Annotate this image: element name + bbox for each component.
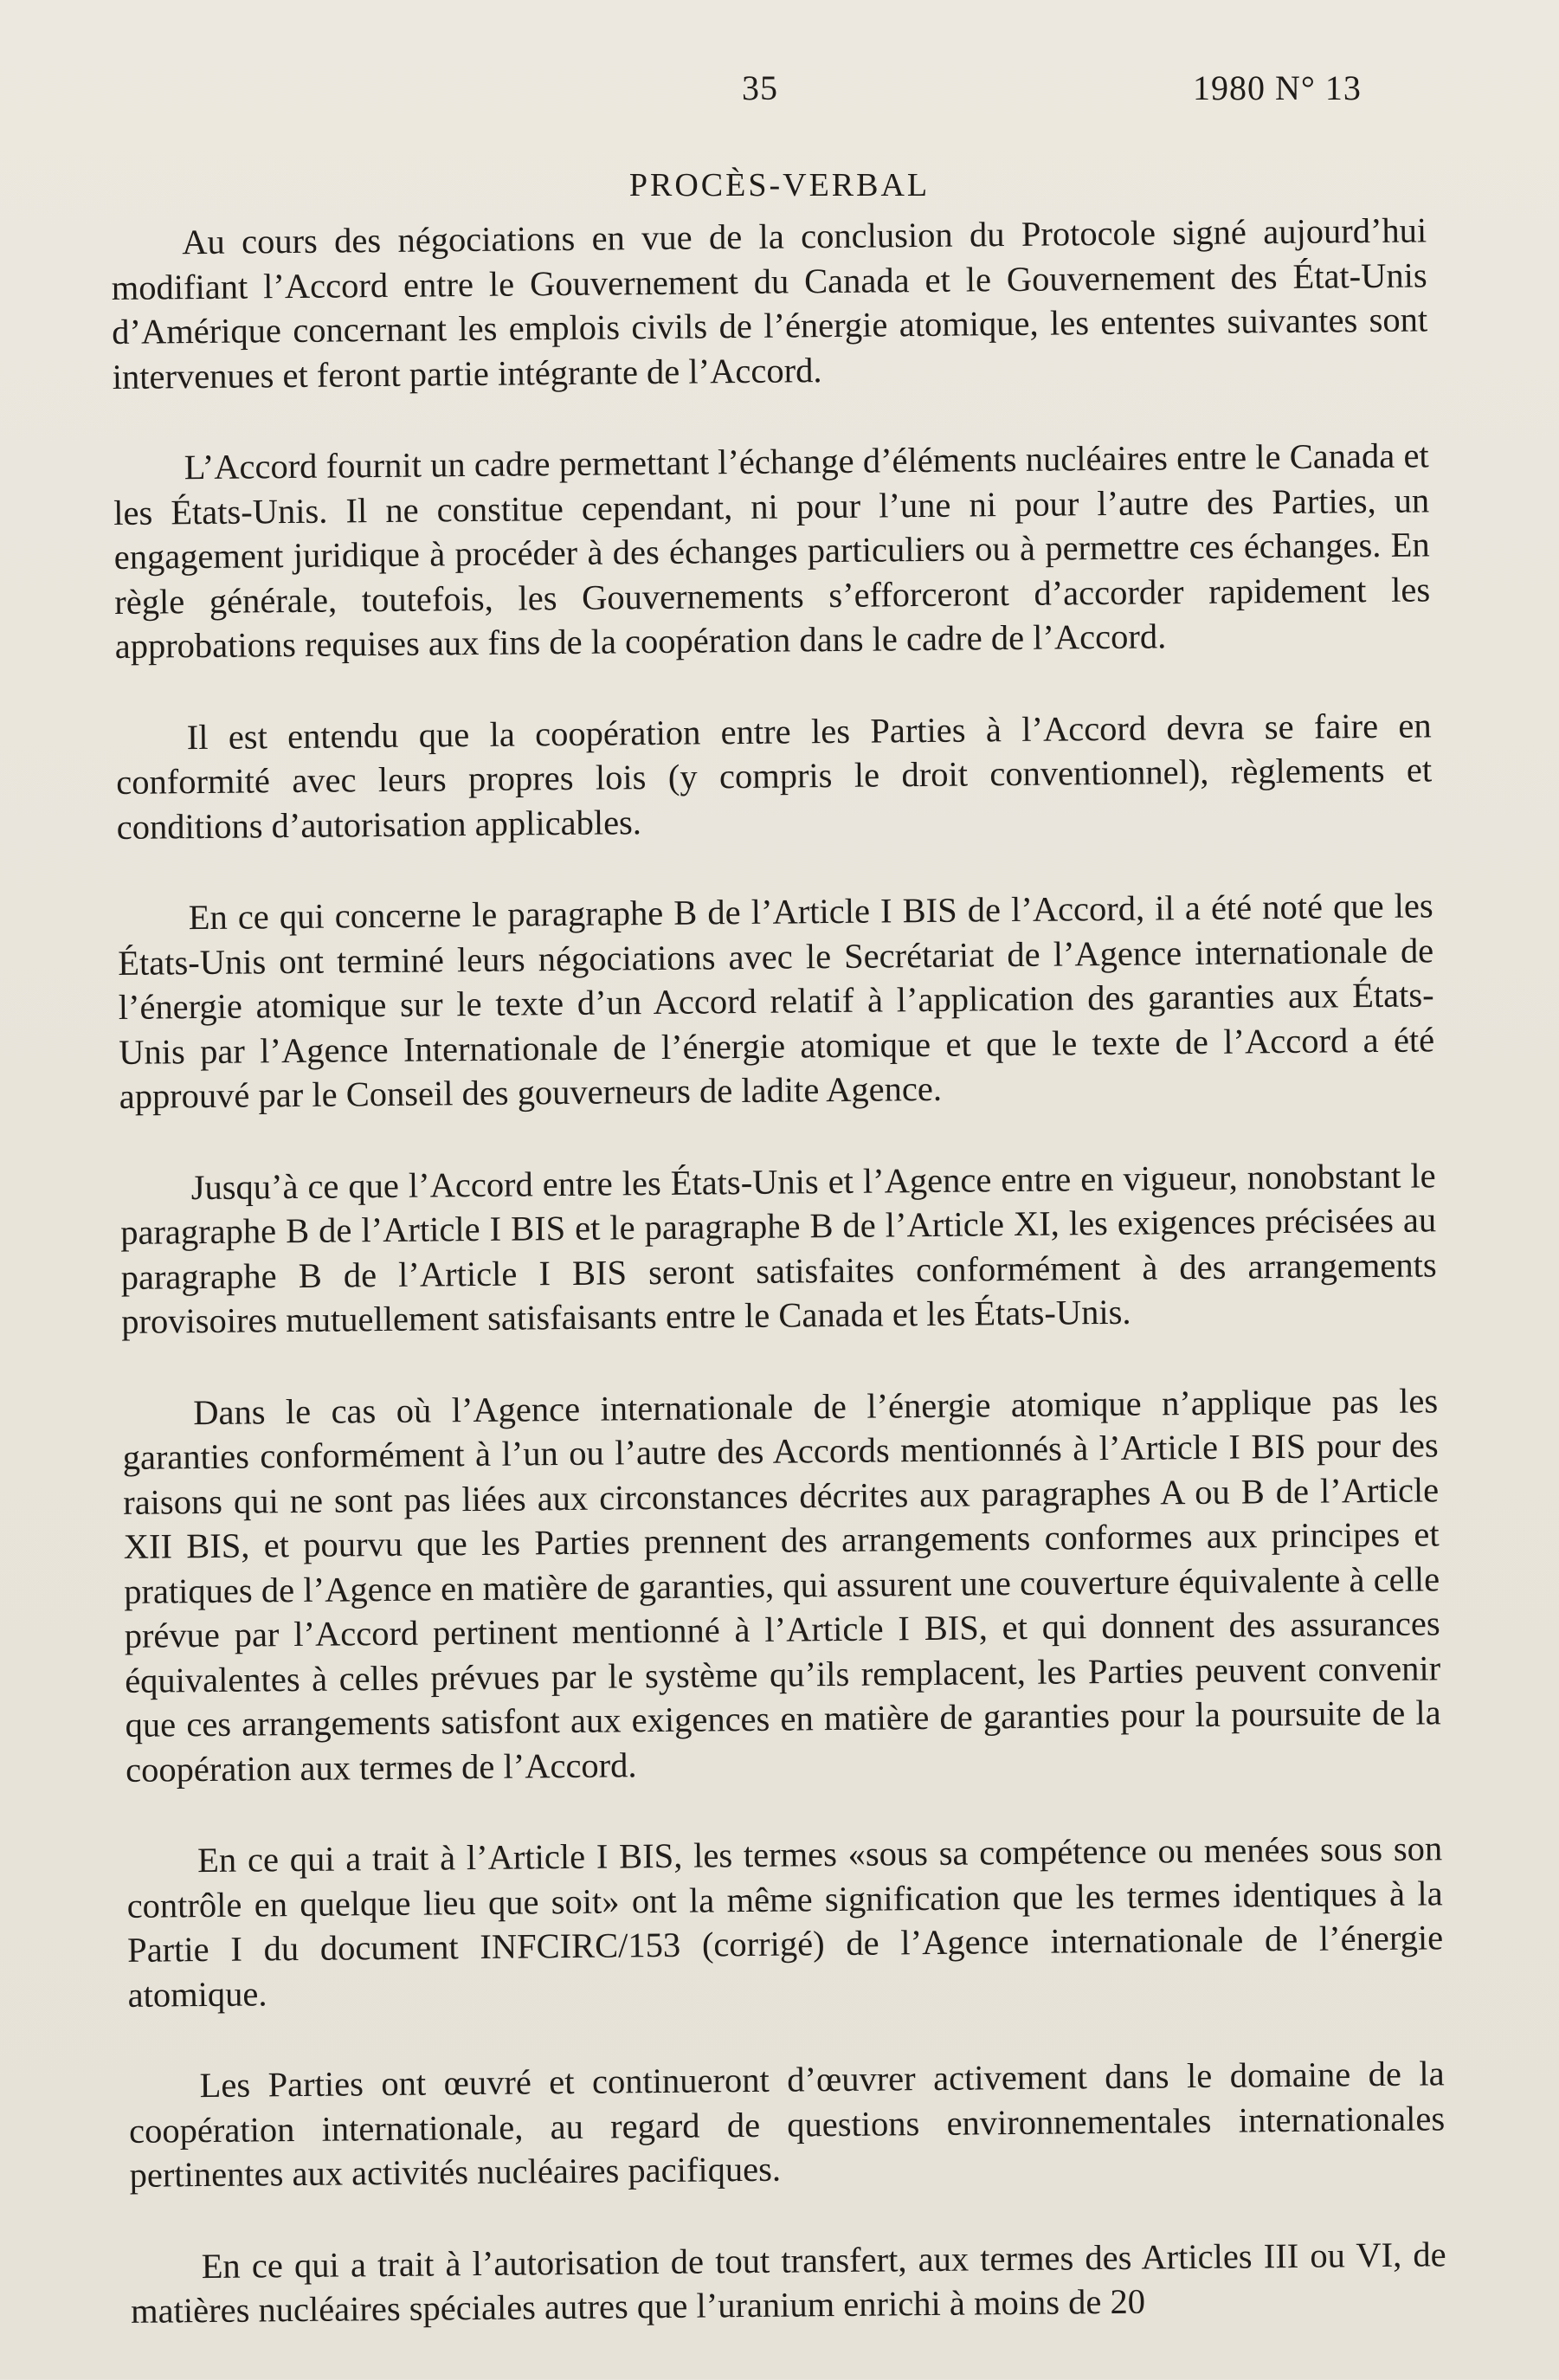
document-body <box>111 208 1447 2380</box>
paragraph: En ce qui a trait à l’Article I BIS, les termes «sous sa compétence ou menées sous son contrôle en quelque lieu que soit» ont la même signification que les termes identiques à la Partie I du document INFCIRC/153 (corrigé) de l’Agence internationale de l’énergie atomique. <box>126 1829 1444 2015</box>
paragraph: Il est entendu que la coopération entre les Parties à l’Accord devra se faire en conformité avec leurs propres lois (y compris le droit conventionnel), règlements et conditions d’autorisation applicables. <box>116 705 1433 847</box>
document-title: PROCÈS-VERBAL <box>628 167 931 203</box>
paragraph: Jusqu’à ce que l’Accord entre les États-Unis et l’Agence entre en vigueur, nonobstant le paragraphe B de l’Article I BIS et le paragraphe B de l’Article XI, les exigences précisées au paragraphe B de l’Article I BIS seront satisfaites conformément à des arrangements provisoires mutuellement satisfaisants entre le Canada et les États-Unis. <box>120 1155 1437 1341</box>
paragraph: Au cours des négociations en vue de la conclusion du Protocole signé aujourd’hui modifiant l’Accord entre le Gouvernement du Canada et le Gouvernement des État-Unis d’Amérique concernant les emplois civils de l’énergie atomique, les ententes suivantes sont intervenues et feront partie intégrante de l’Accord. <box>111 210 1428 397</box>
paragraph: Dans le cas où l’Agence internationale de l’énergie atomique n’applique pas les garanties conformément à l’un ou l’autre des Accords mentionnés à l’Article I BIS pour des raisons qui ne sont pas liées aux circonstances décrites aux paragraphes A ou B de l’Article XII BIS, et pourvu que les Parties prennent des arrangements conformes aux principes et pratiques de l’Agence en matière de garanties, qui assurent une couverture équivalente à celle prévue par l’Accord pertinent mentionné à l’Article I BIS, et qui donnent des assurances équivalentes à celles prévues par le système qu’ils remplacent, les Parties peuvent convenir que ces arrangements satisfont aux exigences en matière de garanties pour la poursuite de la coopération aux termes de l’Accord. <box>122 1380 1441 1790</box>
paragraph: En ce qui concerne le paragraphe B de l’Article I BIS de l’Accord, il a été noté que les États-Unis ont terminé leurs négociations avec le Secrétariat de l’Agence internationale de l’énergie atomique sur le texte d’un Accord relatif à l’application des garanties aux États-Unis par l’Agence Internationale de l’énergie atomique et que le texte de l’Accord a été approuvé par le Conseil des gouverneurs de ladite Agence. <box>118 886 1435 1116</box>
page-number: 35 <box>742 68 778 107</box>
paragraph: Les Parties ont œuvré et continueront d’œuvrer activement dans le domaine de la coopération internationale, au regard de questions environnementales internationales pertinentes aux activités nucléaires pacifiques. <box>128 2054 1446 2195</box>
paragraph: L’Accord fournit un cadre permettant l’échange d’éléments nucléaires entre le Canada et les États-Unis. Il ne constitue cependant, ni pour l’une ni pour l’autre des Parties, un engagement juridique à procéder à des échanges particuliers ou à permettre ces échanges. En règle générale, toutefois, les Gouvernements s’efforceront d’accorder rapidement les approbations requises aux fins de la coopération dans le cadre de l’Accord. <box>113 435 1431 666</box>
page-header <box>0 68 1559 119</box>
paragraph: En ce qui a trait à l’autorisation de tout transfert, aux termes des Articles III ou VI, de matières nucléaires spéciales autres que l’uranium enrichi à moins de 20 <box>130 2234 1446 2331</box>
document-reference: 1980 N° 13 <box>1193 68 1362 107</box>
